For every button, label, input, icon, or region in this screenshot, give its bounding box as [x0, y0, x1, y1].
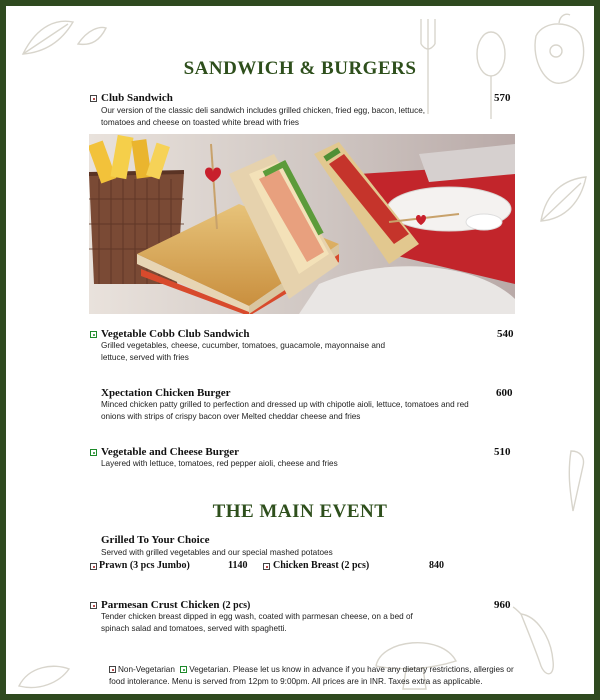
item-desc-veg-cheese-burger: Layered with lettuce, tomatoes, red pepper aioli, cheese and fries — [101, 459, 338, 468]
item-desc-veg-cobb: Grilled vegetables, cheese, cucumber, tomatoes, guacamole, mayonnaise and lettuce, served with fries — [101, 341, 385, 362]
option-price-prawn: 1140 — [228, 560, 248, 571]
veg-marker-icon — [180, 666, 187, 673]
section-title-sandwich: SANDWICH & BURGERS — [183, 58, 417, 79]
leaf-doodle-icon — [18, 14, 108, 64]
item-name-club-sandwich: Club Sandwich — [101, 92, 173, 104]
option-name-prawn: Prawn (3 pcs Jumbo) — [99, 560, 190, 571]
item-name-xpectation-burger: Xpectation Chicken Burger — [101, 387, 231, 399]
item-name-parmesan-text: Parmesan Crust Chicken — [101, 599, 220, 611]
item-name-grilled: Grilled To Your Choice — [101, 534, 210, 546]
item-desc-grilled: Served with grilled vegetables and our special mashed potatoes — [101, 548, 333, 557]
non-veg-marker-icon — [90, 95, 97, 102]
menu-page — [6, 6, 594, 694]
item-price-parmesan: 960 — [494, 599, 511, 611]
non-veg-marker-icon — [90, 563, 97, 570]
club-sandwich-photo — [89, 134, 515, 314]
veg-marker-icon — [90, 449, 97, 456]
non-veg-marker-icon — [263, 563, 270, 570]
item-price-veg-cobb: 540 — [497, 328, 514, 340]
item-price-club-sandwich: 570 — [494, 92, 511, 104]
option-price-chicken-breast: 840 — [429, 560, 444, 571]
item-name-parmesan — [101, 599, 250, 611]
item-desc-xpectation-burger: Minced chicken patty grilled to perfection and dressed up with chipotle aioli, lettuce, tomatoes and red onions with strips of crispy bacon over Melted cheddar cheese and fries — [101, 400, 469, 421]
item-name-veg-cobb: Vegetable Cobb Club Sandwich — [101, 328, 250, 340]
bottom-left-doodle-icon — [14, 661, 74, 693]
item-qty-parmesan: (2 pcs) — [222, 600, 251, 611]
non-veg-marker-icon — [90, 602, 97, 609]
legend-nonveg-label: Non-Vegetarian — [118, 665, 175, 674]
legend-note: Please let us know in advance if you have any dietary restrictions, allergies or food intolerance. Menu is served from 12pm to 9:00pm. All prices are in INR. Taxes extra as applicable. — [109, 665, 514, 686]
non-veg-marker-icon — [109, 666, 116, 673]
option-name-chicken-breast: Chicken Breast (2 pcs) — [273, 560, 370, 571]
item-price-veg-cheese-burger: 510 — [494, 446, 511, 458]
section-title-main-event: THE MAIN EVENT — [212, 501, 388, 522]
legend-veg-label: Vegetarian. — [189, 665, 231, 674]
item-price-xpectation-burger: 600 — [496, 387, 513, 399]
item-name-veg-cheese-burger: Vegetable and Cheese Burger — [101, 446, 239, 458]
dietary-legend — [109, 664, 529, 688]
veg-marker-icon — [90, 331, 97, 338]
leaf-right-doodle-icon — [536, 171, 591, 231]
item-desc-parmesan: Tender chicken breast dipped in egg wash, coated with parmesan cheese, on a bed of spinach salad and tomatoes, served with spaghetti. — [101, 612, 413, 633]
item-desc-club-sandwich: Our version of the classic deli sandwich includes grilled chicken, fried egg, bacon, lettuce, tomatoes and cheese on toasted white bread with fries — [101, 106, 426, 127]
